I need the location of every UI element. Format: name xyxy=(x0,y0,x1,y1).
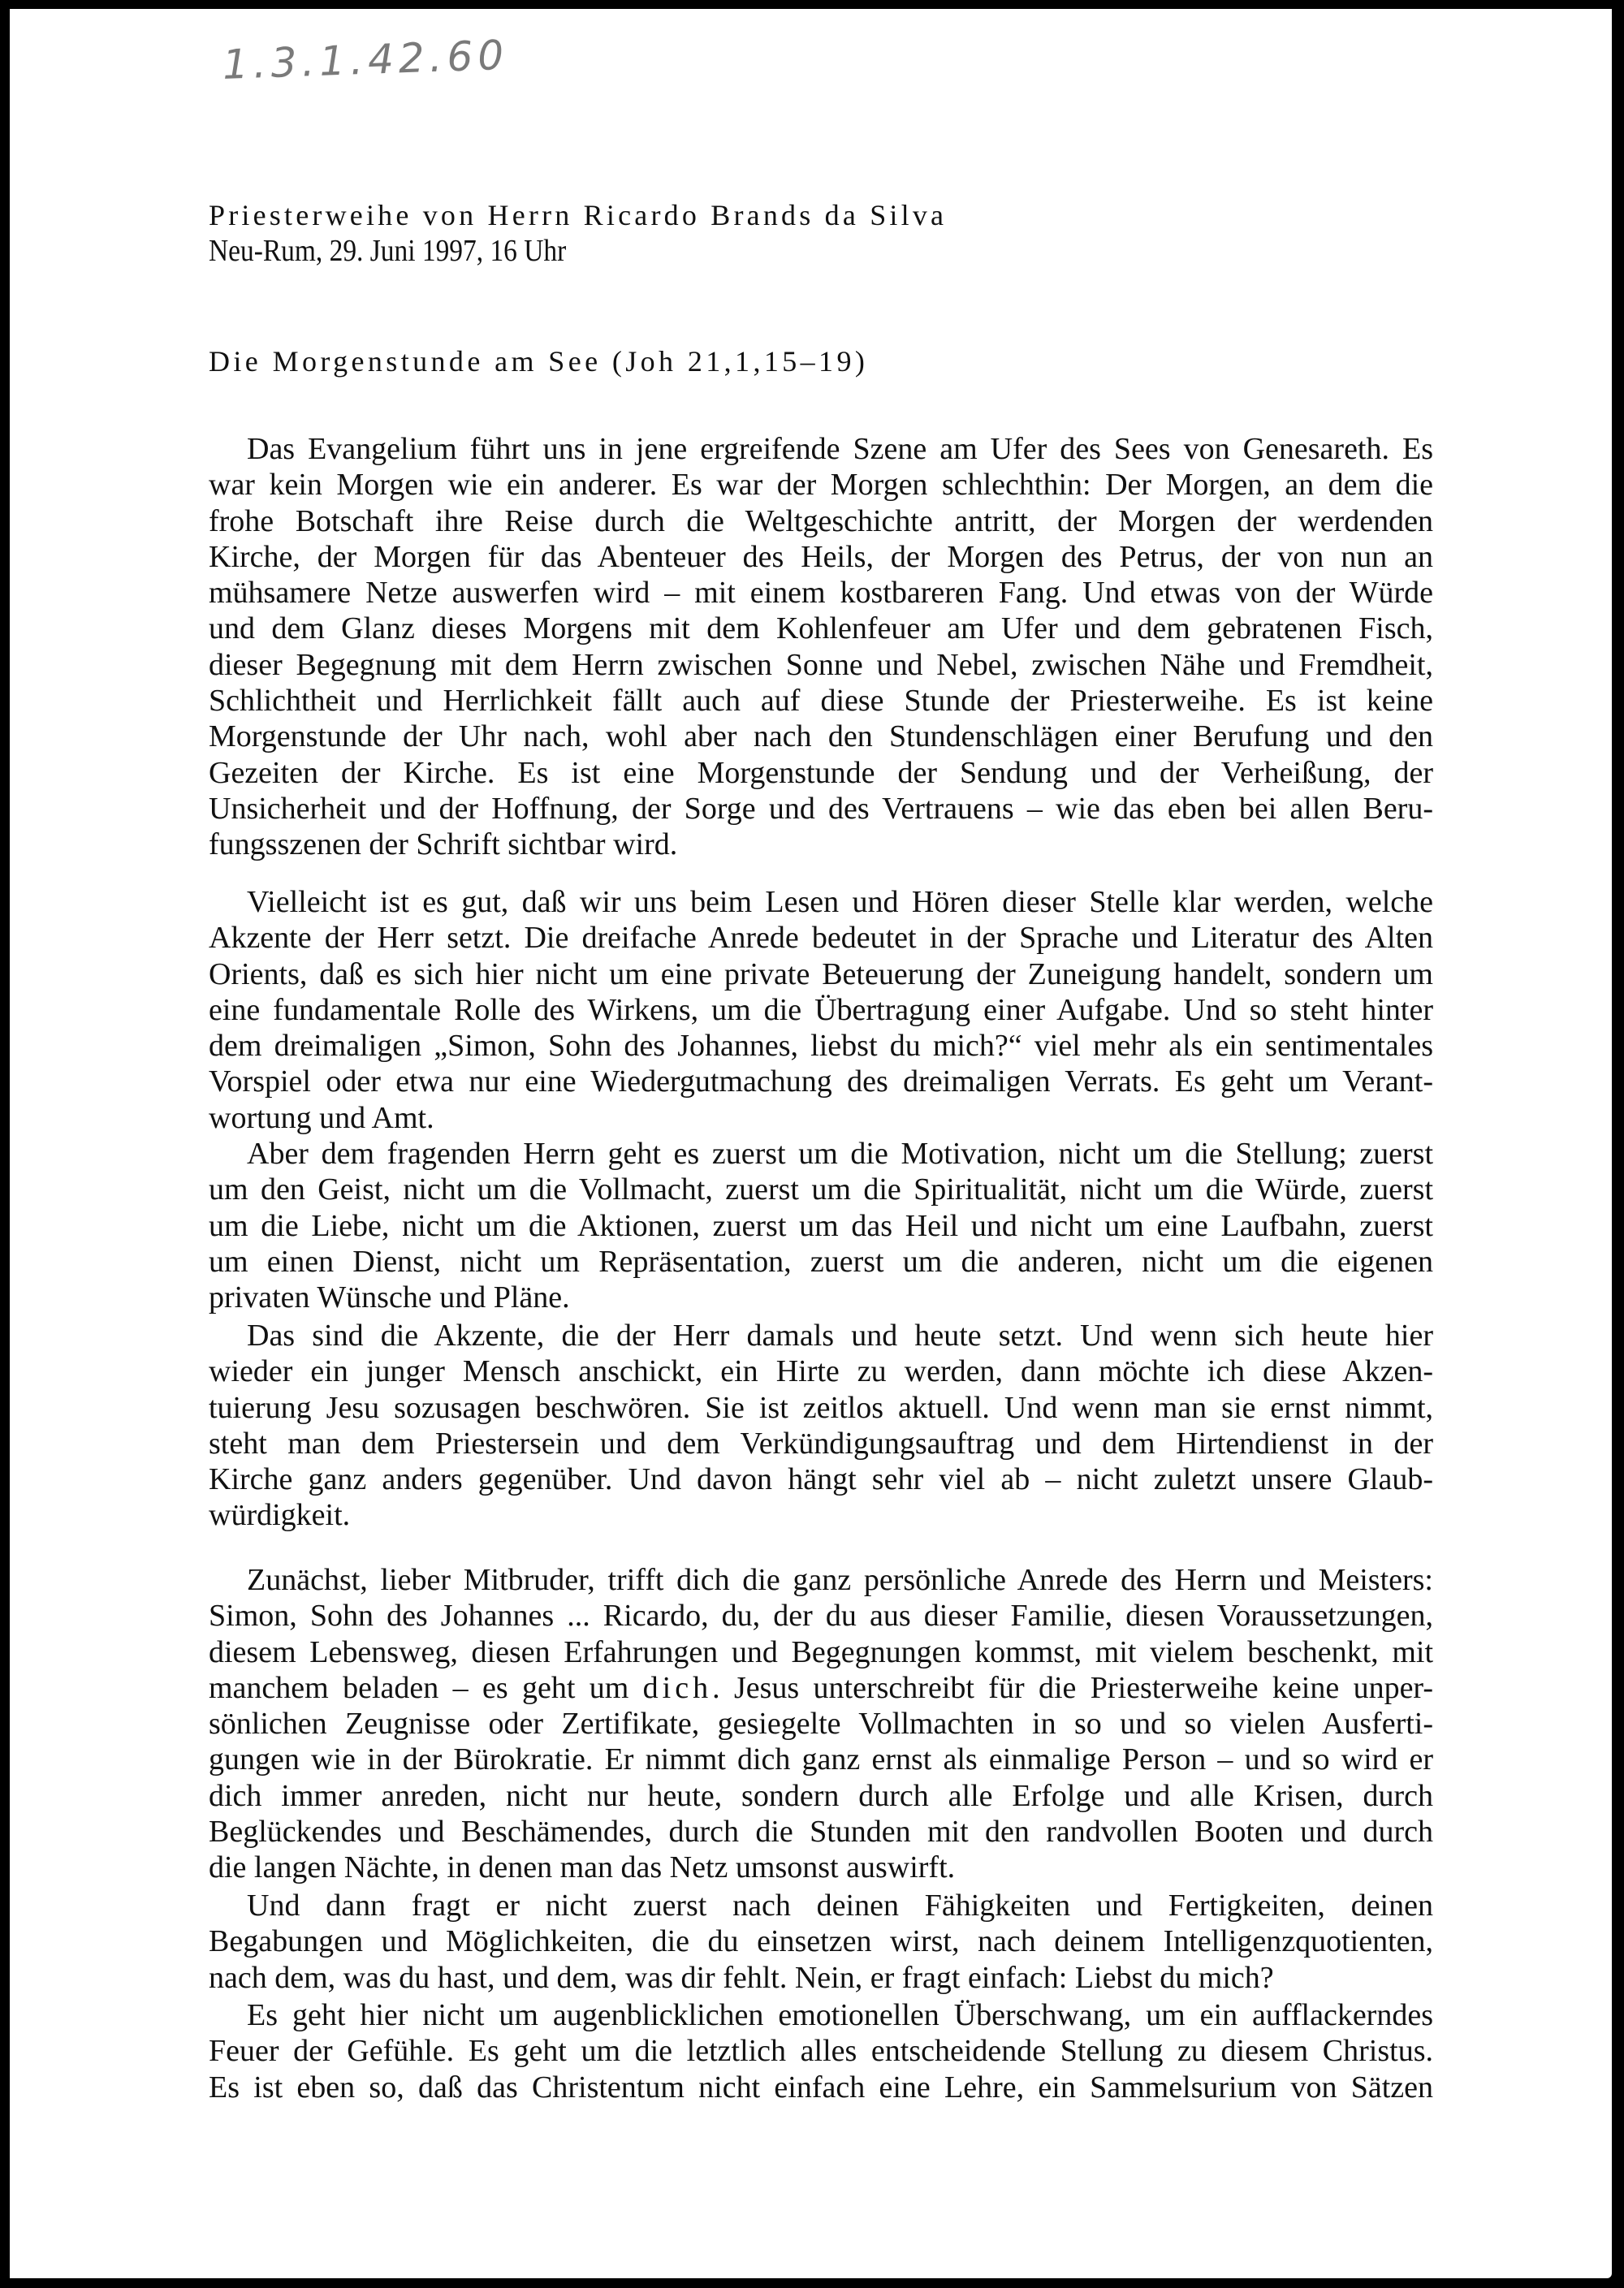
handwritten-archive-number: 1.3.1.42.60 xyxy=(221,31,510,88)
emphasized-word: dich xyxy=(642,1670,713,1705)
paragraph-1 xyxy=(209,431,1433,863)
text-line: tuierung Jesu sozusagen beschwören. Sie ist zeitlos aktuell. Und wenn man sie ernst nimmt, xyxy=(209,1390,1433,1425)
text-line: Simon, Sohn des Johannes ... Ricardo, du, der du aus dieser Familie, diesen Voraussetzungen, xyxy=(209,1599,1433,1634)
text-line: Begabungen und Möglichkeiten, die du einsetzen wirst, nach deinem Intelligenzquotienten, xyxy=(209,1924,1433,1959)
text-fragment: . Jesus unterschreibt für die Priesterweihe keine unper- xyxy=(712,1670,1433,1705)
text-line: Das sind die Akzente, die der Herr damals und heute setzt. Und wenn sich heute hier xyxy=(247,1319,1433,1353)
text-line: privaten Wünsche und Pläne. xyxy=(209,1280,570,1315)
text-line: Gezeiten der Kirche. Es ist eine Morgenstunde der Sendung und der Verheißung, der xyxy=(209,755,1433,790)
text-line: mühsamere Netze auswerfen wird – mit einem kostbareren Fang. Und etwas von der Würde xyxy=(209,576,1433,611)
paragraph-6 xyxy=(209,1888,1433,1996)
paragraph-3 xyxy=(209,1136,1433,1315)
text-line: wortung und Amt. xyxy=(209,1100,434,1135)
paragraph-5 xyxy=(209,1562,1433,1886)
text-line: Aber dem fragenden Herrn geht es zuerst um die Motivation, nicht um die Stellung; zuerst xyxy=(247,1137,1433,1171)
text-line: Orients, daß es sich hier nicht um eine private Beteuerung der Zuneigung handelt, sondern um xyxy=(209,956,1433,991)
text-line: wieder ein junger Mensch anschickt, ein Hirte zu werden, dann möchte ich diese Akzen- xyxy=(209,1354,1433,1389)
text-line: Feuer der Gefühle. Es geht um die letztlich alles entscheidende Stellung zu diesem Christus. xyxy=(209,2034,1433,2069)
text-line: eine fundamentale Rolle des Wirkens, um die Übertragung einer Aufgabe. Und so steht hinter xyxy=(209,992,1433,1027)
text-line: um den Geist, nicht um die Vollmacht, zuerst um die Spiritualität, nicht um die Würde, zuerst xyxy=(209,1172,1433,1207)
text-line: war kein Morgen wie ein anderer. Es war der Morgen schlechthin: Der Morgen, an dem die xyxy=(209,468,1433,503)
text-line: die langen Nächte, in denen man das Netz umsonst auswirft. xyxy=(209,1850,956,1885)
text-line: Schlichtheit und Herrlichkeit fällt auch auf diese Stunde der Priesterweihe. Es ist keine xyxy=(209,684,1433,719)
text-line: Morgenstunde der Uhr nach, wohl aber nach den Stundenschlägen einer Berufung und den xyxy=(209,719,1433,754)
text-line: Es geht hier nicht um augenblicklichen emotionellen Überschwang, um ein aufflackerndes xyxy=(247,1998,1433,2032)
text-line: würdigkeit. xyxy=(209,1498,351,1533)
text-line: Zunächst, lieber Mitbruder, trifft dich die ganz persönliche Anrede des Herrn und Meisters: xyxy=(247,1563,1433,1597)
text-line: nach dem, was du hast, und dem, was dir fehlt. Nein, er fragt einfach: Liebst du mich? xyxy=(209,1960,1274,1995)
text-line: Beglückendes und Beschämendes, durch die Stunden mit den randvollen Booten und durch xyxy=(209,1815,1433,1850)
scanned-page xyxy=(10,9,1612,2278)
text-line: dieser Begegnung mit dem Herrn zwischen Sonne und Nebel, zwischen Nähe und Fremdheit, xyxy=(209,647,1433,682)
text-line: um die Liebe, nicht um die Aktionen, zuerst um das Heil und nicht um eine Laufbahn, zuerst xyxy=(209,1208,1433,1243)
document-place-date: Neu-Rum, 29. Juni 1997, 16 Uhr xyxy=(209,234,567,268)
document-title: Priesterweihe von Herrn Ricardo Brands da Silva xyxy=(209,199,948,231)
text-line: steht man dem Priestersein und dem Verkündigungsauftrag und dem Hirtendienst in der xyxy=(209,1426,1433,1461)
text-line: Das Evangelium führt uns in jene ergreifende Szene am Ufer des Sees von Genesareth. Es xyxy=(247,432,1433,466)
text-line: fungsszenen der Schrift sichtbar wird. xyxy=(209,827,678,862)
text-line: Vorspiel oder etwa nur eine Wiedergutmachung des dreimaligen Verrats. Es geht um Verant- xyxy=(209,1064,1433,1099)
text-line: und dem Glanz dieses Morgens mit dem Kohlenfeuer am Ufer und dem gebratenen Fisch, xyxy=(209,611,1433,646)
text-line: dich immer anreden, nicht nur heute, sondern durch alle Erfolge und alle Krisen, durch xyxy=(209,1778,1433,1813)
text-line: Es ist eben so, daß das Christentum nicht einfach eine Lehre, ein Sammelsurium von Sätzen xyxy=(209,2070,1433,2105)
text-line: sönlichen Zeugnisse oder Zertifikate, gesiegelte Vollmachten in so und so vielen Ausferti- xyxy=(209,1707,1433,1742)
text-line: dem dreimaligen „Simon, Sohn des Johannes, liebst du mich?“ viel mehr als ein sentimentales xyxy=(209,1029,1433,1064)
text-line: Kirche, der Morgen für das Abenteuer des Heils, der Morgen des Petrus, der von nun an xyxy=(209,539,1433,574)
paragraph-7 xyxy=(209,1997,1433,2105)
sermon-heading: Die Morgenstunde am See (Joh 21,1,15–19) xyxy=(209,345,869,378)
text-line: Und dann fragt er nicht zuerst nach deinen Fähigkeiten und Fertigkeiten, deinen xyxy=(247,1889,1433,1923)
text-line: frohe Botschaft ihre Reise durch die Weltgeschichte antritt, der Morgen der werdenden xyxy=(209,503,1433,538)
text-line: Unsicherheit und der Hoffnung, der Sorge und des Vertrauens – wie das eben bei allen Beru- xyxy=(209,791,1433,826)
text-line: um einen Dienst, nicht um Repräsentation, zuerst um die anderen, nicht um die eigenen xyxy=(209,1244,1433,1279)
text-fragment: manchem beladen – es geht um xyxy=(209,1670,643,1705)
paragraph-4 xyxy=(209,1318,1433,1534)
text-line: Akzente der Herr setzt. Die dreifache Anrede bedeutet in der Sprache und Literatur des Alten xyxy=(209,921,1433,956)
text-line-with-emphasis xyxy=(209,1670,1433,1706)
text-line: gungen wie in der Bürokratie. Er nimmt dich ganz ernst als einmalige Person – und so wird er xyxy=(209,1742,1433,1777)
paragraph-2 xyxy=(209,884,1433,1136)
text-line: Vielleicht ist es gut, daß wir uns beim Lesen und Hören dieser Stelle klar werden, welche xyxy=(247,885,1433,919)
text-line: diesem Lebensweg, diesen Erfahrungen und Begegnungen kommst, mit vielem beschenkt, mit xyxy=(209,1634,1433,1669)
text-line: Kirche ganz anders gegenüber. Und davon hängt sehr viel ab – nicht zuletzt unsere Glaub- xyxy=(209,1462,1433,1497)
